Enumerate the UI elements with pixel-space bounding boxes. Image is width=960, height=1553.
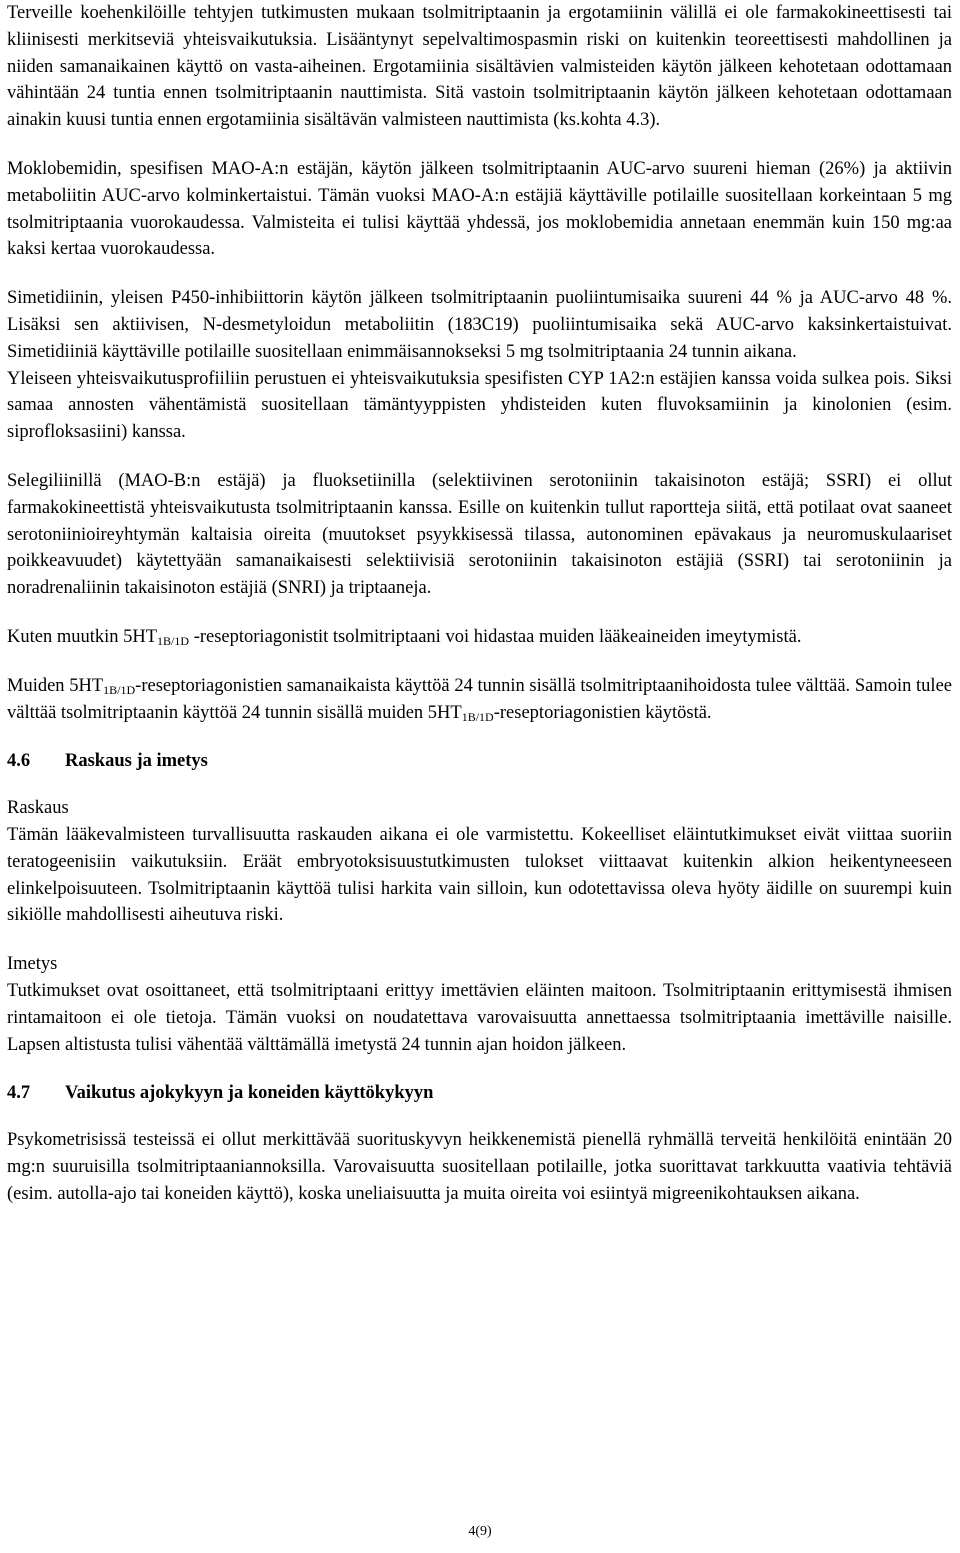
document-page	[7, 0, 952, 1207]
paragraph-driving: Psykometrisissä testeissä ei ollut merkittävää suorituskyvyn heikkenemistä pienellä ryhmällä terveitä henkilöitä enintään 20 mg:n suuruisilla tsolmitriptaaniannoksilla. Varovaisuutta suositellaan potilaille, jotka suorittavat tarkkuutta vaativia tehtäviä (esim. autolla-ajo tai koneiden käyttö), koska uneliaisuutta ja muita oireita voi esiintyä migreenikohtauksen aikana.	[7, 1130, 952, 1204]
page-number: 4(9)	[468, 1524, 492, 1539]
paragraph-cimetidine: Simetidiinin, yleisen P450-inhibiittorin käytön jälkeen tsolmitriptaanin puoliintumisaika suureni 44 % ja AUC-arvo 48 %. Lisäksi sen aktiivisen, N-desmetyloidun metaboliitin (183C19) puoliintumisaika sekä AUC-arvo kaksinkertaistuivat. Simetidiiniä käyttäville potilaille suositellaan enimmäisannokseksi 5 mg tsolmitriptaania 24 tunnin aikana.	[7, 288, 952, 362]
section-heading-4-6: 4.6 Raskaus ja imetys	[7, 751, 208, 772]
paragraph-raskaus: Tämän lääkevalmisteen turvallisuutta raskauden aikana ei ole varmistettu. Kokeelliset eläintutkimukset eivät viittaa suoriin teratogeenisiin vaikutuksiin. Eräät embryotoksisuustutkimusten tulokset viittaavat kuitenkin alkion heikentyneeseen elinkelpoisuuteen. Tsolmitriptaanin käyttöä tulisi harkita vain silloin, kun odotettavissa oleva hyöty äidille on suurempi kuin sikiölle mahdollisesti aiheutuva riski.	[7, 824, 952, 926]
paragraph-moclobemide: Moklobemidin, spesifisen MAO-A:n estäjän, käytön jälkeen tsolmitriptaanin AUC-arvo suureni hieman (26%) ja aktiivin metaboliitin AUC-arvo kolminkertaistui. Tämän vuoksi MAO-A:n estäjiä käyttäville potilaille suositellaan korkeintaan 5 mg tsolmitriptaania vuorokaudessa. Valmisteita ei tulisi käyttää yhdessä, jos moklobemidia annetaan enemmän kuin 150 mg:aa kaksi kertaa vuorokaudessa.	[7, 158, 952, 260]
subheading-raskaus: Raskaus	[7, 798, 69, 819]
paragraph-selegiline: Selegiliinillä (MAO-B:n estäjä) ja fluoksetiinilla (selektiivinen serotoniinin takaisinoton estäjä; SSRI) ei ollut farmakokineettistä yhteisvaikutusta tsolmitriptaanin kanssa. Esille on kuitenkin tullut raportteja siitä, että potilaat ovat saaneet serotoniinioireyhtymän kaltaisia oireita (muutokset psyykkisessä tilassa, autonominen epävakaus ja neuromuskulaariset poikkeavuudet) käytettyään samanaikaisesti selektiivisiä serotoniinin takaisinoton estäjiä (SSRI) tai serotoniinin ja noradrenaliinin takaisinoton estäjiä (SNRI) ja triptaaneja.	[7, 470, 952, 599]
paragraph-5ht-absorption: Kuten muutkin $5HT_{1B/1D}$ -reseptoriagonistit tsolmitriptaani voi hidastaa muiden lääkeaineiden imeytymistä.	[7, 626, 802, 648]
subheading-imetys: Imetys	[7, 954, 58, 975]
paragraph-imetys: Tutkimukset ovat osoittaneet, että tsolmitriptaani erittyy imettävien eläinten maitoon. Tsolmitriptaanin erittymisestä ihmisen rintamaitoon ei ole tietoja. Tämän vuoksi on noudatettava varovaisuutta annettaessa tsolmitriptaania imettäville naisille. Lapsen altistusta tulisi vähentää välttämällä imetystä 24 tunnin ajan hoidon jälkeen.	[7, 980, 952, 1055]
paragraph-5ht-agonists: Muiden $5HT_{1B/1D}$-reseptoriagonistien samanaikaista käyttöä 24 tunnin sisällä tsolmitriptaanihoidosta tulee välttää. Samoin tulee välttää tsolmitriptaanin käyttöä 24 tunnin sisällä muiden $5HT_{1B/1D}$-reseptoriagonistien käytöstä.	[7, 675, 952, 724]
section-heading-4-7: 4.7 Vaikutus ajokykyyn ja koneiden käyttökykyyn	[7, 1083, 434, 1104]
paragraph-ergotamine: Terveille koehenkilöille tehtyjen tutkimusten mukaan tsolmitriptaanin ja ergotamiinin välillä ei ole farmakokineettisesti tai kliinisesti merkitseviä yhteisvaikutuksia. Lisääntynyt sepelvaltimospasmin riski on kuitenkin teoreettisesti mahdollinen ja niiden samanaikainen käyttö on vasta-aiheinen. Ergotamiinia sisältävien valmisteiden käytön jälkeen kehotetaan odottamaan vähintään 24 tuntia ennen tsolmitriptaanin nauttimista. Sitä vastoin tsolmitriptaanin käytön jälkeen kehotetaan odottamaan ainakin kuusi tuntia ennen ergotamiinia sisältävän valmisteen nauttimista (ks.kohta 4.3).	[7, 3, 952, 131]
paragraph-cyp1a2: Yleiseen yhteisvaikutusprofiiliin perustuen ei yhteisvaikutuksia spesifisten CYP 1A2:n estäjien kanssa voida sulkea pois. Siksi samaa annosten vähentämistä suositellaan tämäntyyppisten yhdisteiden kuten fluvoksamiinin ja kinolonien (esim. siprofloksasiini) kanssa.	[7, 368, 952, 443]
